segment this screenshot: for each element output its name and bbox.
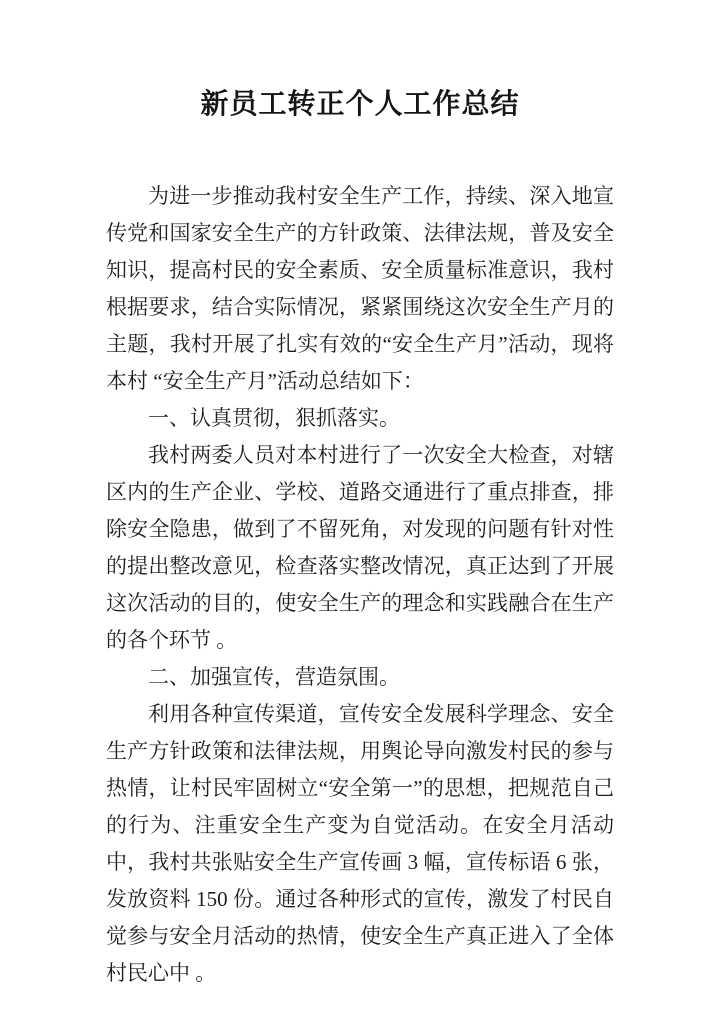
document-title: 新员工转正个人工作总结 [200, 88, 520, 119]
paragraph-section-2-body: 利用各种宣传渠道，宣传安全发展科学理念、安全生产方针政策和法律法规，用舆论导向激发村民的参与热情，让村民牢固树立“安全第一”的思想，把规范自己的行为、注重安全生产变为自觉活动。在安全月活动中，我村共张贴安全生产宣传画 3 幅，宣传标语 6 张，发放资料 150 份。通过各种形式的宣传，激发了村民自觉参与安全月活动的热情，使安全生产真正进入了全体村民心中 。 [106, 702, 614, 985]
paragraph-intro: 为进一步推动我村安全生产工作，持续、深入地宣传党和国家安全生产的方针政策、法律法规，普及安全知识，提高村民的安全素质、安全质量标准意识，我村根据要求，结合实际情况，紧紧围绕这次安全生产月的主题，我村开展了扎实有效的“安全生产月”活动，现将本村 “安全生产月”活动总结如下： [106, 184, 614, 393]
paragraph-section-1-body: 我村两委人员对本村进行了一次安全大检查，对辖区内的生产企业、学校、道路交通进行了重点排查，排除安全隐患，做到了不留死角，对发现的问题有针对性的提出整改意见，检查落实整改情况，真正达到了开展这次活动的目的，使安全生产的理念和实践融合在生产的各个环节 。 [106, 443, 614, 652]
section-heading-1: 一、认真贯彻，狠抓落实。 [148, 406, 400, 430]
section-heading-2: 二、加强宣传，营造氛围。 [148, 665, 400, 689]
document-body [106, 178, 614, 992]
